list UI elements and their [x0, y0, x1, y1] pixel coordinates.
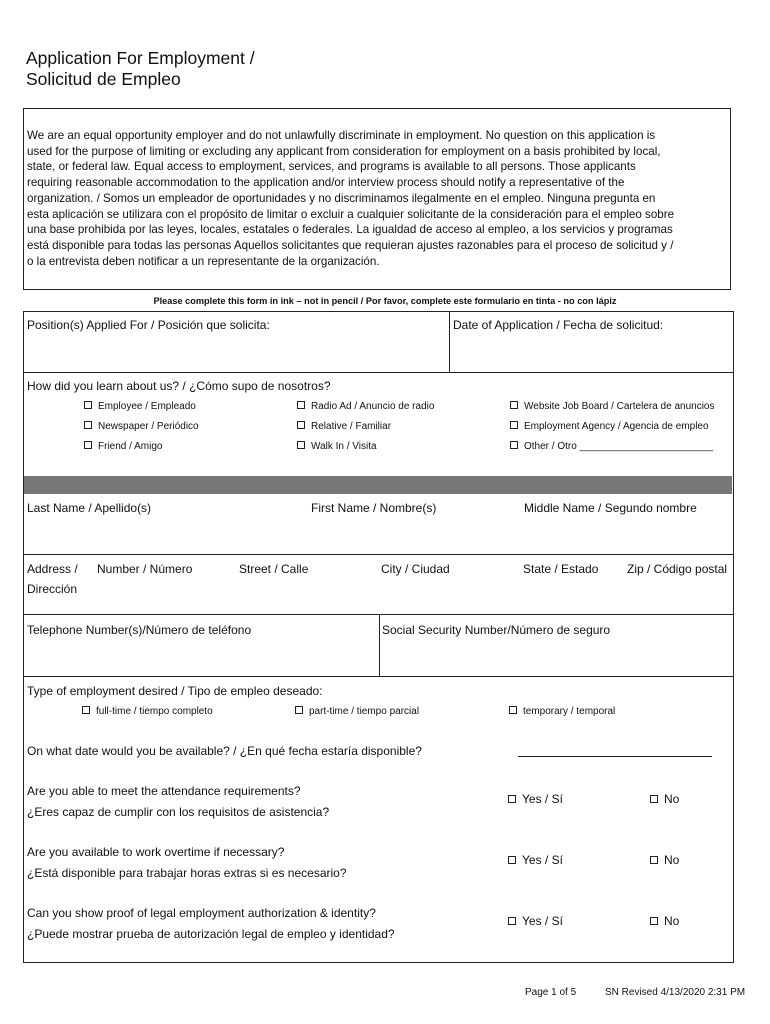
address-state-label: State / Estado — [523, 562, 599, 576]
employment-type-part-time[interactable]: part-time / tiempo parcial — [295, 706, 419, 717]
date-of-application-input[interactable] — [451, 334, 733, 372]
revision-stamp: SN Revised 4/13/2020 2:31 PM — [605, 987, 746, 998]
authorization-yes-checkbox[interactable]: Yes / Sí — [508, 914, 563, 928]
checkbox-icon — [650, 917, 658, 925]
attendance-yes-checkbox[interactable]: Yes / Sí — [508, 792, 563, 806]
checkbox-icon — [508, 856, 516, 864]
address-label: Address / — [27, 562, 78, 576]
referral-option-other[interactable]: Other / Otro ________________________ — [510, 441, 713, 452]
referral-option-radio[interactable]: Radio Ad / Anuncio de radio — [297, 401, 434, 412]
checkbox-icon — [510, 441, 518, 449]
checkbox-icon — [650, 795, 658, 803]
notice-line: requiring reasonable accommodation to the application and/or interview process should notify a representative of the — [27, 176, 625, 190]
overtime-question: Are you available to work overtime if necessary? — [27, 845, 285, 859]
divider — [24, 372, 733, 373]
overtime-no-checkbox[interactable]: No — [650, 853, 679, 867]
address-label-es: Dirección — [27, 582, 78, 596]
notice-line: We are an equal opportunity employer and do not unlawfully discriminate in employment. No question on this application is — [27, 129, 656, 142]
ssn-input[interactable] — [381, 639, 733, 676]
checkbox-icon — [295, 706, 303, 714]
ssn-label: Social Security Number/Número de seguro — [382, 623, 611, 637]
first-name-label: First Name / Nombre(s) — [311, 501, 437, 515]
checkbox-icon — [509, 706, 517, 714]
page-number: Page 1 of 5 — [525, 987, 577, 998]
notice-line: state, or federal law. Equal access to employment, services, and programs is available to all persons. Those applicants — [27, 160, 636, 174]
address-input[interactable] — [94, 578, 733, 614]
section-separator-bar — [24, 476, 732, 494]
referral-option-friend[interactable]: Friend / Amigo — [84, 441, 162, 452]
address-street-label: Street / Calle — [239, 562, 309, 576]
middle-name-label: Middle Name / Segundo nombre — [524, 501, 697, 515]
application-form — [23, 311, 734, 963]
telephone-label: Telephone Number(s)/Número de teléfono — [27, 623, 252, 637]
last-name-label: Last Name / Apellido(s) — [27, 501, 152, 515]
checkbox-icon — [82, 706, 90, 714]
address-zip-label: Zip / Código postal — [627, 562, 728, 576]
overtime-question-es: ¿Está disponible para trabajar horas extras si es necesario? — [27, 866, 347, 880]
position-applied-label: Position(s) Applied For / Posición que solicita: — [27, 318, 270, 332]
checkbox-icon — [297, 421, 305, 429]
notice-line: o la entrevista deben notificar a un representante de la organización. — [27, 254, 380, 268]
authorization-no-checkbox[interactable]: No — [650, 914, 679, 928]
notice-line: organization. / Somos un empleador de oportunidades y no discriminamos ilegalmente en el empleo. Ninguna pregunta en — [27, 191, 656, 205]
divider — [449, 312, 450, 372]
notice-line: used for the purpose of limiting or excluding any applicant from consideration for employment on a basis prohibited by local, — [27, 144, 661, 158]
checkbox-icon — [510, 421, 518, 429]
referral-option-agency[interactable]: Employment Agency / Agencia de empleo — [510, 421, 709, 432]
checkbox-icon — [84, 441, 92, 449]
referral-option-newspaper[interactable]: Newspaper / Periódico — [84, 421, 199, 432]
availability-date-input[interactable] — [518, 756, 712, 757]
notice-line: una base prohibida por las leyes, locales, estatales o federales. La igualdad de acceso al empleo, a los servicios y programas — [27, 223, 673, 237]
referral-option-website[interactable]: Website Job Board / Cartelera de anuncios — [510, 401, 714, 412]
checkbox-icon — [510, 401, 518, 409]
page-title — [26, 48, 255, 90]
overtime-yes-checkbox[interactable]: Yes / Sí — [508, 853, 563, 867]
availability-question: On what date would you be available? / ¿En qué fecha estaría disponible? — [27, 744, 422, 758]
employment-type-temporary[interactable]: temporary / temporal — [509, 706, 615, 717]
checkbox-icon — [84, 421, 92, 429]
authorization-question: Can you show proof of legal employment authorization & identity? — [27, 906, 376, 920]
divider — [24, 676, 733, 677]
checkbox-icon — [297, 441, 305, 449]
referral-option-walk-in[interactable]: Walk In / Visita — [297, 441, 377, 452]
checkbox-icon — [508, 917, 516, 925]
ink-instruction: Please complete this form in ink – not in pencil / Por favor, complete este formulario en tinta - no con lápiz — [153, 296, 617, 306]
position-input[interactable] — [24, 334, 448, 372]
title-line-1: Application For Employment / — [26, 48, 255, 68]
checkbox-icon — [650, 856, 658, 864]
checkbox-icon — [84, 401, 92, 409]
referral-option-employee[interactable]: Employee / Empleado — [84, 401, 196, 412]
date-of-application-label: Date of Application / Fecha de solicitud: — [453, 318, 664, 332]
notice-line: está disponible para todas las personas Aquellos solicitantes que requieran ajustes razonables para el proceso de solicitud y / — [27, 238, 674, 252]
referral-option-relative[interactable]: Relative / Familiar — [297, 421, 391, 432]
name-input[interactable] — [24, 517, 733, 554]
checkbox-icon — [297, 401, 305, 409]
attendance-no-checkbox[interactable]: No — [650, 792, 679, 806]
attendance-question-es: ¿Eres capaz de cumplir con los requisitos de asistencia? — [27, 805, 330, 819]
employment-type-full-time[interactable]: full-time / tiempo completo — [82, 706, 213, 717]
title-line-2: Solicitud de Empleo — [26, 69, 181, 89]
checkbox-icon — [508, 795, 516, 803]
divider — [24, 554, 733, 555]
address-city-label: City / Ciudad — [381, 562, 450, 576]
eeo-notice — [23, 108, 731, 290]
referral-question: How did you learn about us? / ¿Cómo supo de nosotros? — [27, 379, 331, 393]
address-number-label: Number / Número — [97, 562, 193, 576]
attendance-question: Are you able to meet the attendance requirements? — [27, 784, 301, 798]
notice-line: esta aplicación se utilizara con el propósito de limitar o excluir a cualquier solicitante de la consideración para el empleo sobre — [27, 207, 675, 221]
authorization-question-es: ¿Puede mostrar prueba de autorización legal de empleo y identidad? — [27, 927, 395, 941]
employment-type-question: Type of employment desired / Tipo de empleo deseado: — [27, 684, 323, 698]
telephone-input[interactable] — [24, 639, 378, 676]
divider — [379, 614, 380, 676]
